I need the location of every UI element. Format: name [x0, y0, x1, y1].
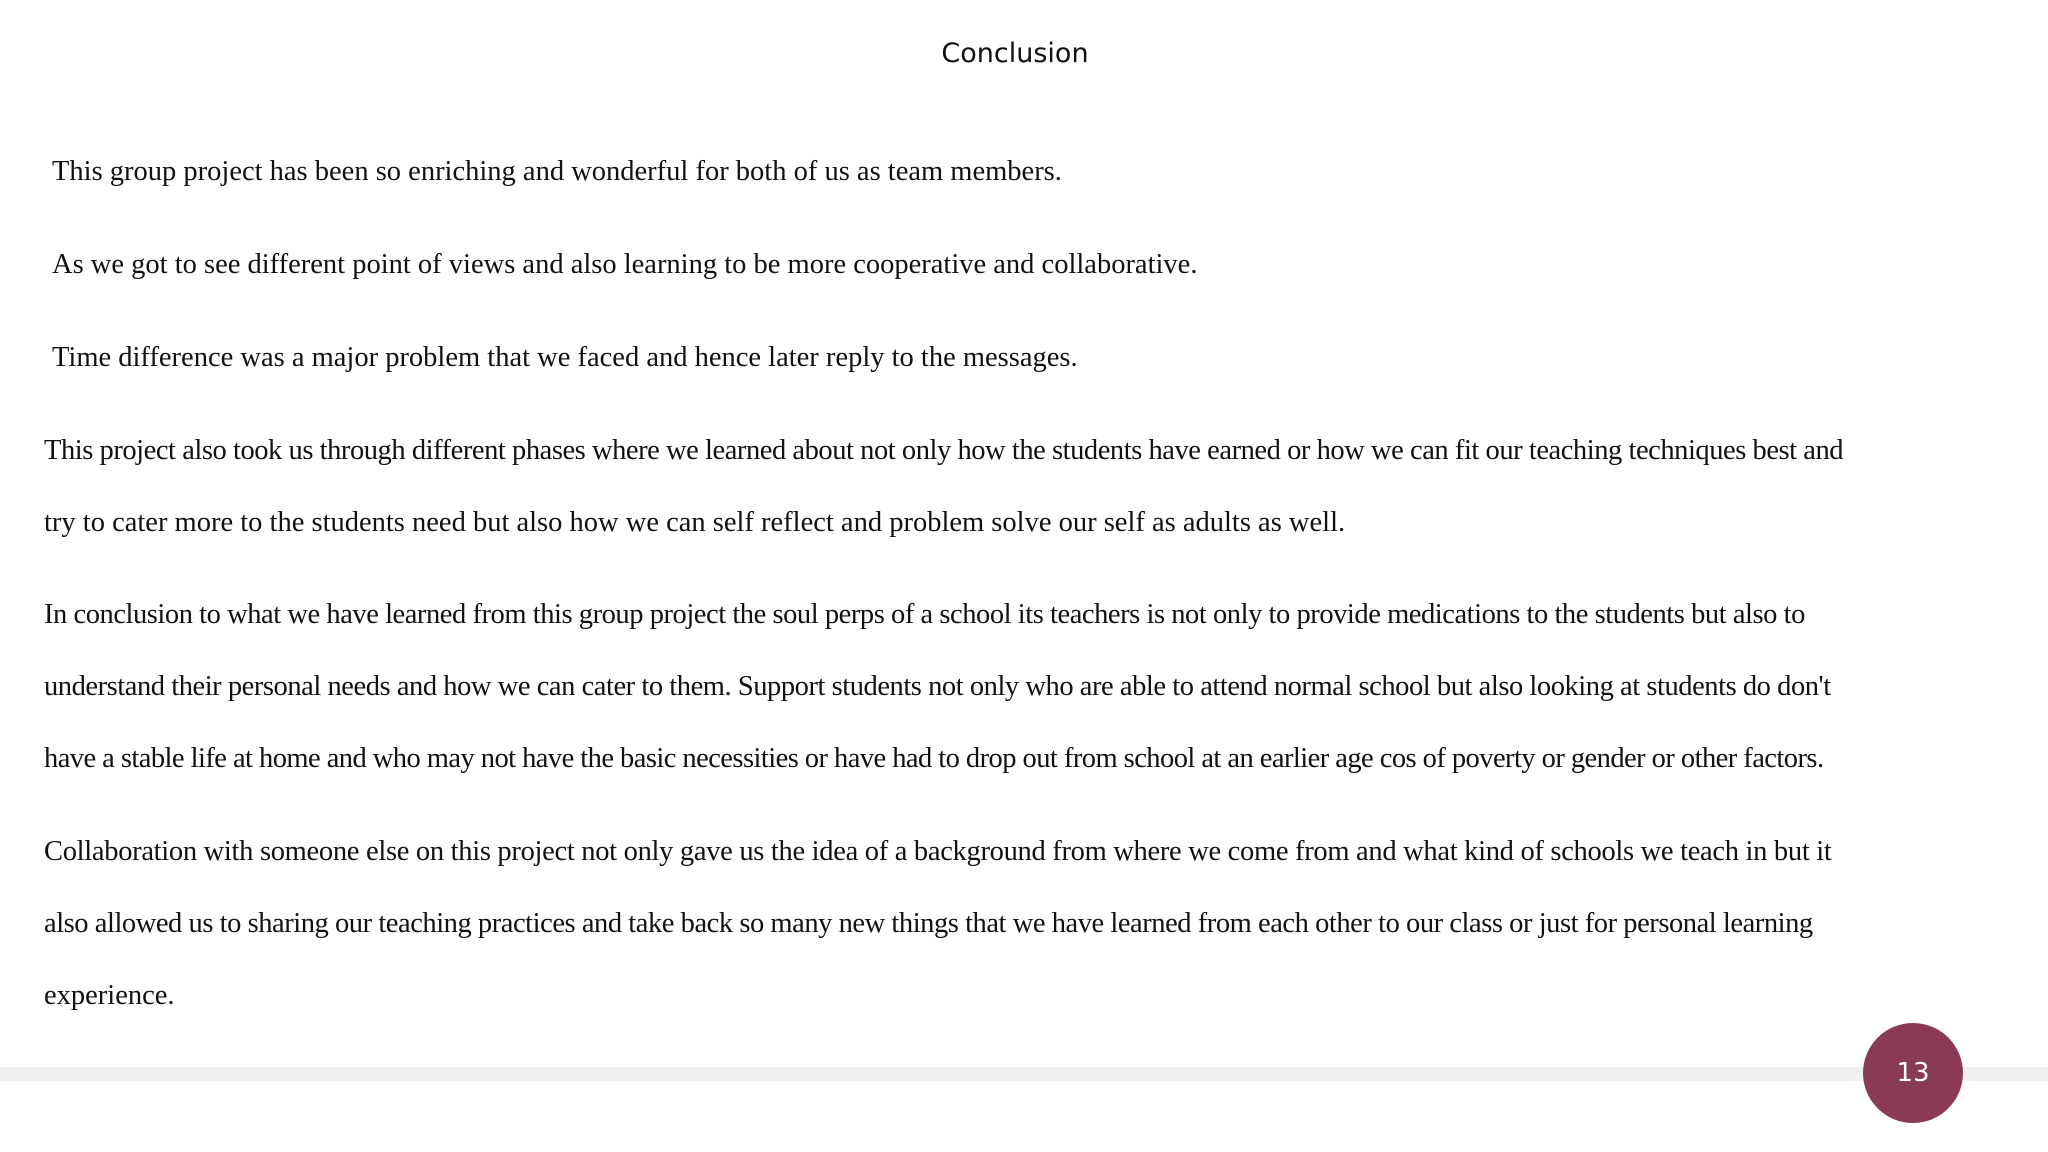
- paragraph-line: try to cater more to the students need but also how we can self reflect and problem solve our self as adults as well.: [44, 507, 1346, 538]
- paragraph-line: As we got to see different point of views and also learning to be more cooperative and collaborative.: [52, 249, 1198, 280]
- paragraph-line: This group project has been so enriching and wonderful for both of us as team members.: [52, 156, 1062, 187]
- paragraph-line: In conclusion to what we have learned from this group project the soul perps of a school its teachers is not only to provide medications to the students but also to: [44, 599, 1805, 630]
- paragraph-line: have a stable life at home and who may not have the basic necessities or have had to drop out from school at an earlier age cos of poverty or gender or other factors.: [44, 743, 1824, 774]
- footer-band: [0, 1067, 2048, 1081]
- paragraph-line: experience.: [44, 980, 175, 1011]
- paragraph-line: understand their personal needs and how we can cater to them. Support students not only who are able to attend normal school but also looking at students do don't: [44, 671, 1831, 702]
- paragraph-line: This project also took us through different phases where we learned about not only how the students have earned or how we can fit our teaching techniques best and: [44, 435, 1844, 466]
- paragraph-line: also allowed us to sharing our teaching practices and take back so many new things that we have learned from each other to our class or just for personal learning: [44, 908, 1813, 939]
- paragraph-line: Collaboration with someone else on this project not only gave us the idea of a background from where we come from and what kind of schools we teach in but it: [44, 836, 1832, 867]
- slide-title: Conclusion: [941, 38, 1089, 69]
- page-number-badge: 13: [1863, 1023, 1963, 1123]
- paragraph-line: Time difference was a major problem that we faced and hence later reply to the messages.: [52, 342, 1078, 373]
